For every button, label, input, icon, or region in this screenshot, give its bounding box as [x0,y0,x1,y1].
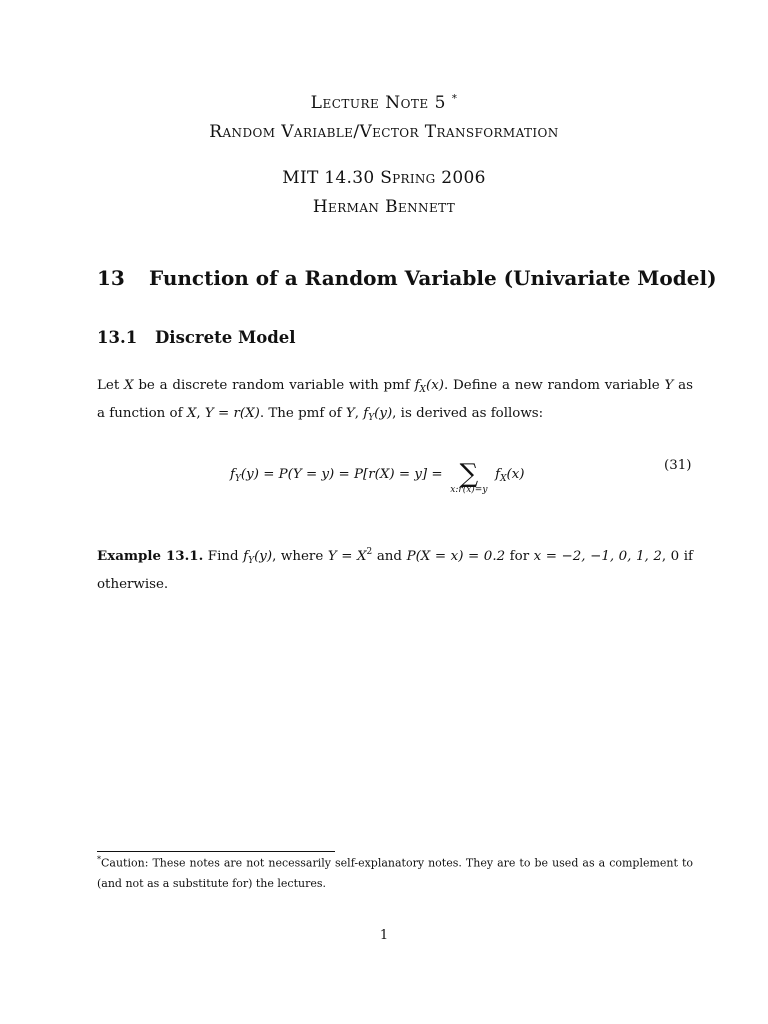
course-code: MIT 14.30 [282,168,375,188]
page-number: 1 [379,928,389,943]
footnote-text: Caution: These notes are not necessarily self-explanatory notes. They are to be used as a complement to (and not as a substitute for) the lectures. [97,856,693,890]
course-term: Spring 2006 [380,168,486,188]
section-title: Function of a Random Variable (Univariate Model) [149,266,717,290]
subsection-number: 13.1 [97,328,138,347]
body-paragraph: Let X be a discrete random variable with pmf $f_X(x)$. Define a new random variable Y as a function of X, Y = r(X). The pmf of Y, $f_Y(y)$, is derived as follows: [97,378,693,423]
author-name: Herman Bennett [312,197,456,217]
course-line [0,168,768,188]
equation-number: (31) [664,458,692,473]
section-number: 13 [97,266,125,290]
summation-symbol: ∑ x:r(x)=y [447,455,491,485]
summation-index: x:r(x)=y [450,485,488,495]
example-label: Example 13.1. [97,548,204,564]
footnote [97,850,693,894]
example-paragraph: Example 13.1. Find $f_Y(y)$, where $Y = X^2$ and P(X = x) = 0.2 for x = −2, −1, 0, 1, 2, 0 if otherwise. [97,547,693,592]
lecture-title [0,93,768,113]
footnote-reference-mark: * [451,93,458,105]
subsection-heading [97,328,296,347]
equation-31: $f_Y(y) = P(Y = y) = P[r(X) = y]$ = ∑ x:r(x)=y $f_X(x)$ [230,455,525,485]
lecture-subtitle: Random Variable/Vector Transformation [209,122,559,142]
lecture-title-text: Lecture Note 5 [310,93,446,113]
subsection-title: Discrete Model [155,328,296,347]
section-heading [97,266,717,290]
footnote-mark: * [97,855,101,864]
